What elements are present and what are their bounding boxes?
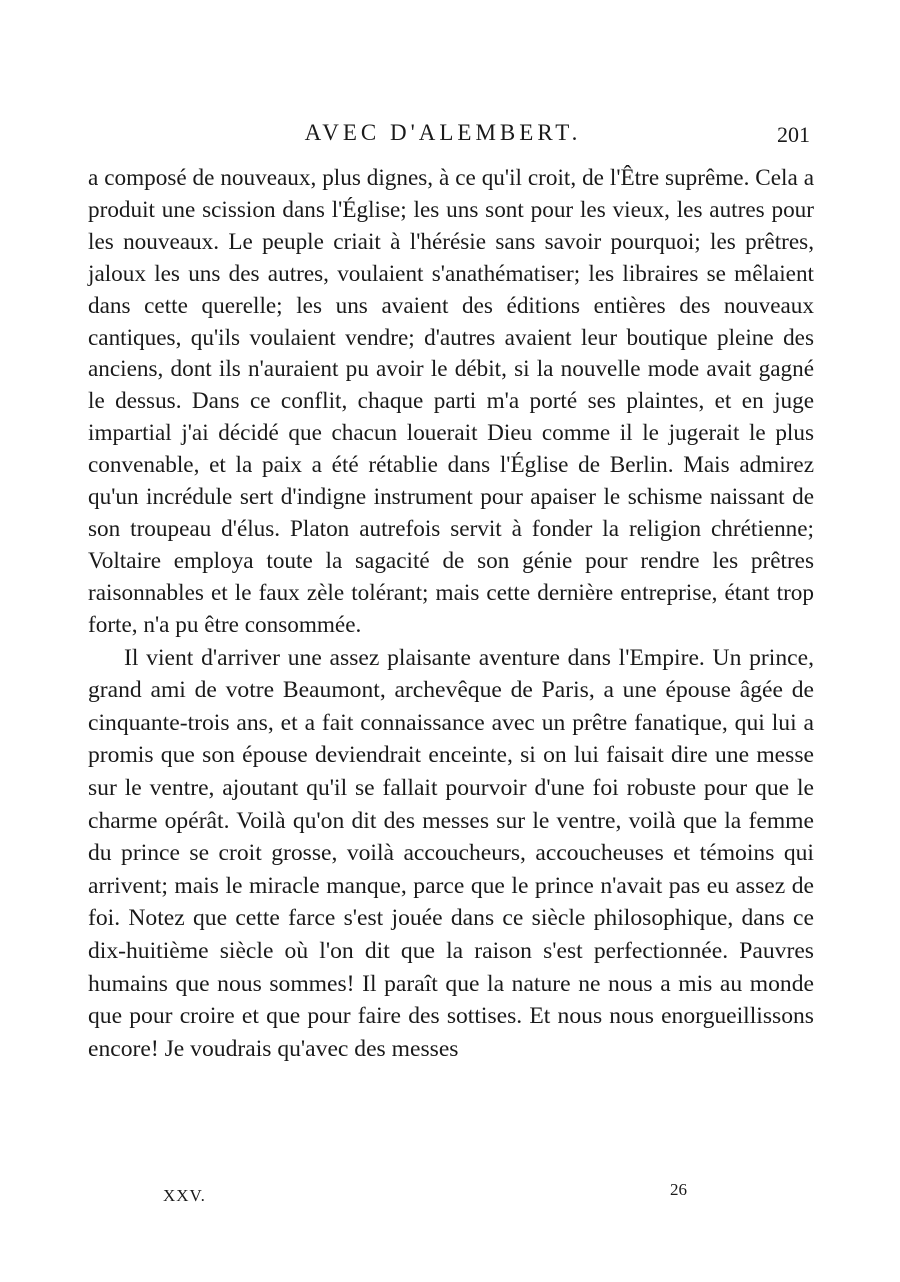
sheet-number: 26 [670,1180,687,1199]
paragraph-1: a composé de nouveaux, plus dignes, à ce qu'il croit, de l'Être suprême. Cela a produit une scission dans l'Église; les uns sont pour les vieux, les autres pour les nouveaux. Le peuple criait à l'hérésie sans savoir pourquoi; les prêtres, jaloux les uns des autres, voulaient s'anathématiser; les libraires se mêlaient dans cette querelle; les uns avaient des éditions entières des nouveaux cantiques, qu'ils voulaient vendre; d'autres avaient leur boutique pleine des anciens, dont ils n'auraient pu avoir le débit, si la nouvelle mode avait gagné le dessus. Dans ce conflit, chaque parti m'a porté ses plaintes, et en juge impartial j'ai décidé que chacun louerait Dieu comme il le jugerait le plus convenable, et la paix a été rétablie dans l'Église de Berlin. Mais admirez qu'un incrédule sert d'indigne instrument pour apaiser le schisme naissant de son troupeau d'élus. Platon autrefois servit à fonder la religion chrétienne; Voltaire employa toute la sagacité de son génie pour rendre les prêtres raisonnables et le faux zèle tolérant; mais cette dernière entreprise, étant trop forte, n'a pu être consommée. [88,165,814,638]
page-number: 201 [777,122,810,147]
page-footer [0,1180,900,1210]
paragraph-2: Il vient d'arriver une assez plaisante aventure dans l'Empire. Un prince, grand ami de votre Beaumont, archevêque de Paris, a une épouse âgée de cinquante-trois ans, et a fait connaissance avec un prêtre fanatique, qui lui a promis que son épouse deviendrait enceinte, si on lui faisait dire une messe sur le ventre, ajoutant qu'il se fallait pourvoir d'une foi robuste pour que le charme opérât. Voilà qu'on dit des messes sur le ventre, voilà que la femme du prince se croit grosse, voilà accoucheurs, accoucheuses et témoins qui arrivent; mais le miracle manque, parce que le prince n'avait pas eu assez de foi. Notez que cette farce s'est jouée dans ce siècle philosophique, dans ce dix-huitième siècle où l'on dit que la raison s'est perfectionnée. Pauvres humains que nous sommes! Il paraît que la nature ne nous a mis au monde que pour croire et que pour faire des sottises. Et nous nous enorgueillissons encore! Je voudrais qu'avec des messes [88,644,814,1062]
signature-mark: XXV. [163,1186,206,1205]
text-block [88,163,814,1065]
running-head [0,118,900,152]
running-title: AVEC D'ALEMBERT. [304,120,582,145]
